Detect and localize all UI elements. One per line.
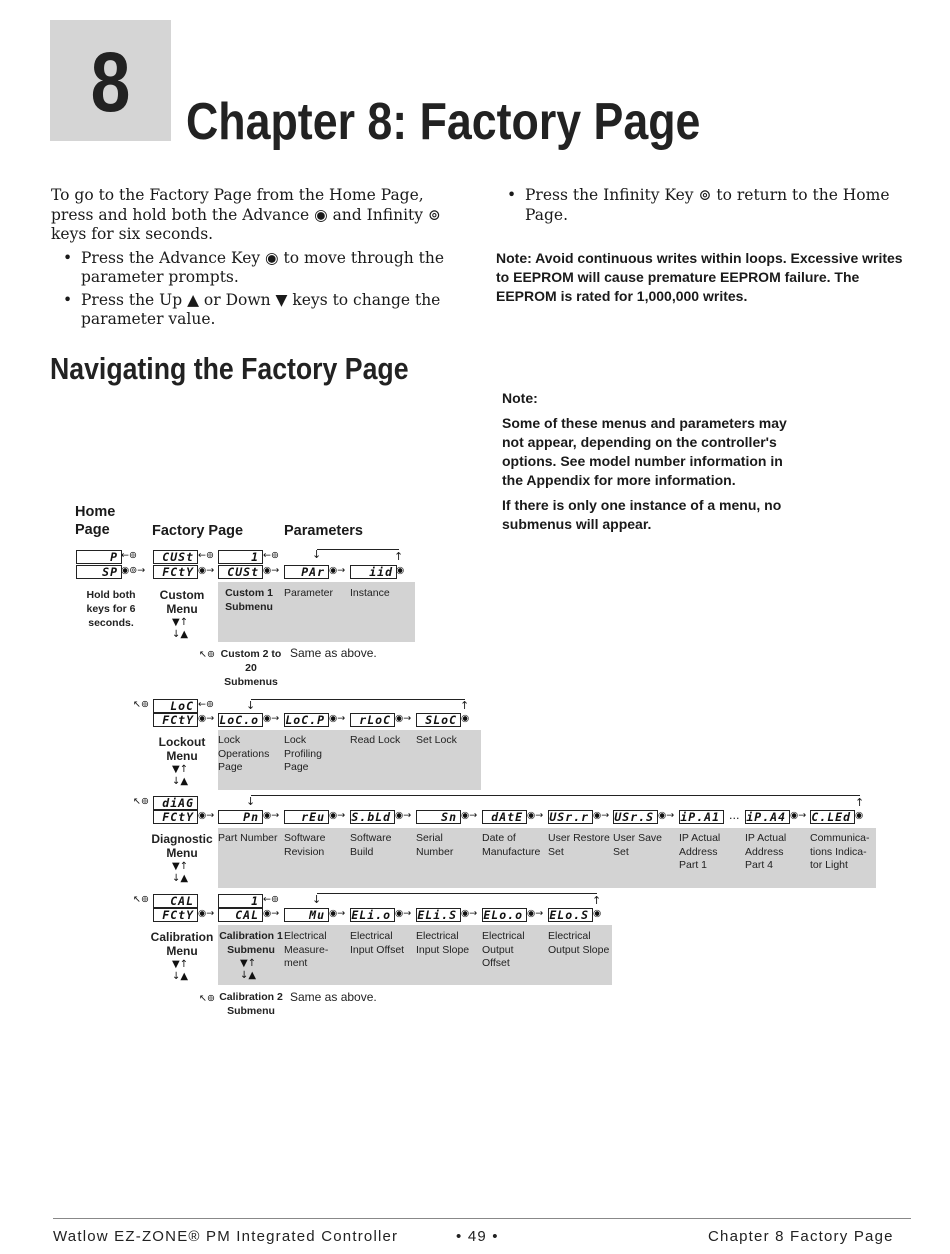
advance-key-icon: ◉→: [593, 810, 610, 821]
diagnostic-item: IP Actual Address Part 4: [745, 832, 787, 871]
calibration1-submenu: Calibration 1 Submenu: [219, 930, 283, 956]
lcd-fcty: FCtY: [153, 565, 198, 579]
diagnostic-item: User Save Set: [613, 832, 663, 858]
calibration-menu-label: Calibration Menu: [150, 930, 214, 958]
arrow-icon: ↓: [312, 893, 322, 906]
lcd-fcty: FCtY: [153, 713, 198, 727]
lcd-cust-top: CUSt: [153, 550, 198, 564]
ellipsis: ...: [729, 809, 740, 822]
infinity-key-icon: ←⊚: [263, 894, 279, 905]
eeprom-note: Note: Avoid continuous writes within loops. Excessive writes to EEPROM will cause premature EEPROM failure. The EEPROM is rated for 1,000,000 writes.: [496, 250, 903, 304]
calibration2-submenu: Calibration 2 Submenu: [219, 991, 283, 1017]
footer-rule: [53, 1218, 911, 1219]
arrow-icon: ↓: [246, 795, 256, 808]
advance-key-icon: ◉→: [263, 810, 280, 821]
lcd-loc: LoC: [153, 699, 198, 713]
advance-key-icon: ◉→: [198, 810, 215, 821]
lcd-eloo: ELo.o: [482, 908, 527, 922]
advance-key-icon: ◉: [855, 810, 864, 821]
custom1-submenu: Custom 1 Submenu: [225, 587, 273, 613]
advance-key-icon: ◉→: [395, 908, 412, 919]
parameters-header: Parameters: [284, 523, 363, 539]
bullet-infinity: • Press the Infinity Key ⊚ to return to the Home Page.: [495, 186, 905, 225]
calibration-item: Electrical Output Offset: [482, 930, 525, 969]
calibration-item: Electrical Measure-ment: [284, 930, 329, 969]
lcd-ipa1: iP.A1: [679, 810, 724, 824]
lcd-usrr: USr.r: [548, 810, 593, 824]
lcd-cust: CUSt: [218, 565, 263, 579]
lcd-p: P: [76, 550, 122, 564]
diagnostic-item: Date of Manufacture: [482, 832, 541, 858]
advance-key-icon: ◉→: [329, 908, 346, 919]
advance-key-icon: ◉→: [527, 908, 544, 919]
lcd-rloc: rLoC: [350, 713, 395, 727]
lcd-mv: Mu: [284, 908, 329, 922]
advance-key-icon: ◉→: [263, 908, 280, 919]
lockout-item: Read Lock: [350, 734, 401, 746]
diagnostic-item: Serial Number: [416, 832, 454, 858]
parameter-label: Parameter: [284, 587, 334, 599]
diagnostic-item: IP Actual Address Part 1: [679, 832, 721, 871]
diagnostic-menu-label: Diagnostic Menu: [151, 832, 213, 860]
arrow-icon: ↑: [855, 796, 865, 809]
arrow-icon: ↑: [592, 894, 602, 907]
home-page-header: Home Page: [75, 504, 116, 538]
lcd-sp: SP: [76, 565, 122, 579]
lcd-one: 1: [218, 550, 263, 564]
lcd-cal-sub: CAL: [218, 908, 263, 922]
advance-key-icon: ◉⊚→: [121, 565, 146, 576]
bullet-up-down: • Press the Up ▲ or Down ▼ keys to change the parameter value.: [51, 291, 451, 330]
calibration-item: Electrical Input Slope: [416, 930, 470, 956]
advance-key-icon: ◉: [461, 713, 470, 724]
lcd-cled: C.LEd: [810, 810, 855, 824]
lcd-usrs: USr.S: [613, 810, 658, 824]
section-title: Navigating the Factory Page: [50, 351, 409, 386]
up-key-icon: ▼↑ ↓▲: [240, 958, 257, 981]
advance-key-icon: ◉→: [263, 713, 280, 724]
advance-key-icon: ◉: [593, 908, 602, 919]
calibration-item: Electrical Output Slope: [548, 930, 610, 956]
loop-line: [317, 549, 399, 550]
lcd-iid: iid: [350, 565, 397, 579]
side-note-p1: Some of these menus and parameters may not appear, depending on the controller's options. See model number information in the Appendix for more information.: [502, 415, 787, 488]
lcd-rev: rEu: [284, 810, 329, 824]
down-key-icon: ▼↑ ↓▲: [172, 764, 189, 787]
side-note-heading: Note:: [502, 390, 538, 406]
bullet-advance: • Press the Advance Key ◉ to move through the parameter prompts.: [51, 249, 451, 288]
diagnostic-item: Software Build: [350, 832, 392, 858]
advance-key-icon: ◉→: [198, 908, 215, 919]
lcd-ipa4: iP.A4: [745, 810, 790, 824]
advance-key-icon: ◉→: [395, 713, 412, 724]
lockout-menu-label: Lockout Menu: [158, 735, 206, 763]
lcd-fcty: FCtY: [153, 908, 198, 922]
lcd-sbld: S.bLd: [350, 810, 395, 824]
advance-key-icon: ◉: [396, 565, 405, 576]
down-key-icon: ▼↑ ↓▲: [172, 861, 189, 884]
advance-key-icon: ◉→: [395, 810, 412, 821]
down-key-icon: ▼↑ ↓▲: [172, 959, 189, 982]
infinity-key-icon: ←⊚: [198, 550, 214, 561]
infinity-key-icon: ↖⊚: [133, 894, 149, 905]
lockout-item: Lock Operations Page: [218, 734, 270, 773]
advance-key-icon: ◉→: [461, 908, 478, 919]
arrow-icon: ↑: [394, 550, 404, 563]
lcd-elio: ELi.o: [350, 908, 395, 922]
lcd-sn: Sn: [416, 810, 461, 824]
advance-key-icon: ◉→: [329, 565, 346, 576]
advance-key-icon: ◉→: [329, 713, 346, 724]
diagnostic-item: Communica-tions Indica-tor Light: [810, 832, 870, 871]
lockout-item: Lock Profiling Page: [284, 734, 322, 773]
same-as-above: Same as above.: [290, 646, 377, 660]
diagnostic-item: User Restore Set: [548, 832, 610, 858]
advance-key-icon: ◉→: [461, 810, 478, 821]
custom2-submenu: Custom 2 to 20 Submenus: [220, 648, 282, 688]
calibration-item: Electrical Input Offset: [350, 930, 405, 956]
hold-note: Hold both keys for 6 seconds.: [86, 589, 136, 629]
factory-page-header: Factory Page: [152, 523, 244, 539]
lcd-locp: LoC.P: [284, 713, 329, 727]
lcd-one: 1: [218, 894, 263, 908]
infinity-key-icon: ←⊚: [121, 550, 137, 561]
infinity-key-icon: ↖⊚: [199, 993, 215, 1004]
lcd-loco: LoC.o: [218, 713, 263, 727]
loop-line: [251, 795, 860, 796]
intro-right-column: [495, 186, 905, 225]
arrow-icon: ↓: [246, 699, 256, 712]
infinity-key-icon: ←⊚: [263, 550, 279, 561]
infinity-key-icon: ↖⊚: [133, 796, 149, 807]
same-as-above: Same as above.: [290, 990, 377, 1004]
lcd-pn: Pn: [218, 810, 263, 824]
footer-right: Chapter 8 Factory Page: [708, 1228, 894, 1245]
lcd-sloc: SLoC: [416, 713, 461, 727]
instance-label: Instance: [350, 587, 390, 599]
advance-key-icon: ◉→: [329, 810, 346, 821]
lcd-par: PAr: [284, 565, 329, 579]
infinity-key-icon: ↖⊚: [133, 699, 149, 710]
lcd-diag: diAG: [153, 796, 198, 810]
advance-key-icon: ◉→: [658, 810, 675, 821]
intro-text: To go to the Factory Page from the Home Page, press and hold both the Advance ◉ and Infinity ⊚ keys for six seconds.: [51, 186, 441, 243]
chapter-number: 8: [90, 35, 131, 129]
side-note-p2: If there is only one instance of a menu, no submenus will appear.: [502, 497, 782, 532]
infinity-key-icon: ↖⊚: [199, 649, 215, 660]
lockout-item: Set Lock: [416, 734, 457, 746]
arrow-icon: ↑: [460, 699, 470, 712]
lcd-elis: ELi.S: [416, 908, 461, 922]
lcd-fcty: FCtY: [153, 810, 198, 824]
advance-key-icon: ◉→: [198, 713, 215, 724]
down-key-icon: ▼↑ ↓▲: [172, 617, 189, 640]
advance-key-icon: ◉→: [527, 810, 544, 821]
advance-key-icon: ◉→: [790, 810, 807, 821]
lcd-date: dAtE: [482, 810, 527, 824]
advance-key-icon: ◉→: [198, 565, 215, 576]
side-note: [502, 389, 792, 534]
arrow-icon: ↓: [312, 548, 322, 561]
loop-line: [251, 699, 465, 700]
lcd-cal: CAL: [153, 894, 198, 908]
chapter-title: Chapter 8: Factory Page: [186, 93, 701, 151]
footer-page-number: • 49 •: [456, 1228, 499, 1245]
custom-menu-label: Custom Menu: [159, 588, 205, 616]
lcd-elos: ELo.S: [548, 908, 593, 922]
footer-left: Watlow EZ-ZONE® PM Integrated Controller: [53, 1228, 399, 1245]
loop-line: [317, 893, 597, 894]
diagnostic-item: Software Revision: [284, 832, 326, 858]
diagnostic-item: Part Number: [218, 832, 278, 844]
advance-key-icon: ◉→: [263, 565, 280, 576]
intro-column: [51, 186, 451, 330]
infinity-key-icon: ←⊚: [198, 699, 214, 710]
